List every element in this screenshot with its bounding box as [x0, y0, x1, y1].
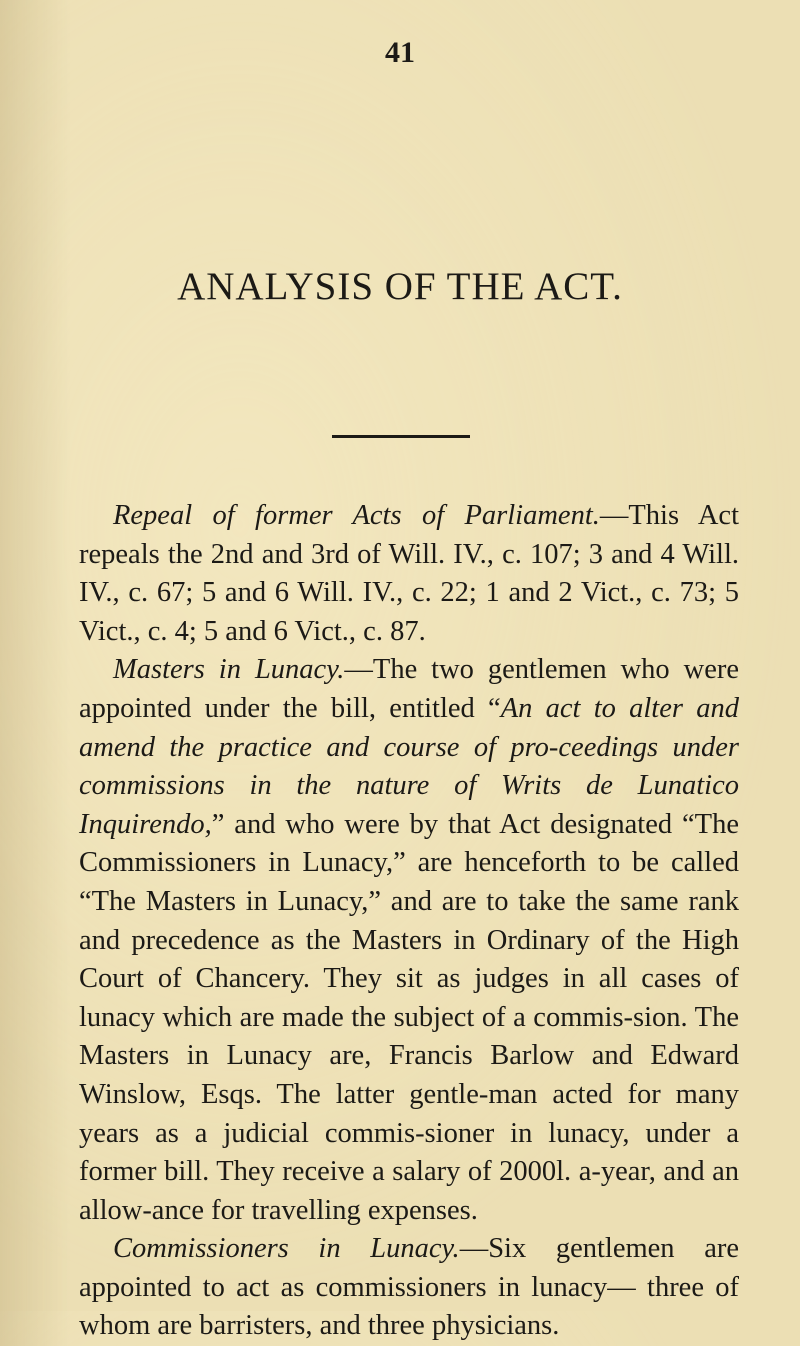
em-dash: —	[459, 1233, 489, 1265]
em-dash: —	[599, 500, 629, 531]
em-dash: —	[344, 654, 373, 686]
paragraph-commissioners	[79, 1230, 739, 1346]
paragraph-masters	[79, 651, 739, 1230]
paragraph-title: Repeal of former Acts of Parliament.	[113, 500, 600, 531]
body-text	[79, 497, 739, 1346]
paragraph-title: Commissioners in Lunacy.	[113, 1233, 460, 1265]
act-title-quote: An act to alter and amend the practice and course of pro-ceedings under commissions in the nature of Writs de Lunatico Inquirendo,	[79, 692, 739, 840]
paragraph-repeal	[79, 497, 739, 651]
paragraph-text: The two gentlemen who were appointed under the bill, entitled “	[79, 654, 740, 724]
paragraph-text: This Act repeals the 2nd and 3rd of Will. IV., c. 107; 3 and 4 Will. IV., c. 67; 5 and 6 Will. IV., c. 22; 1 and 2 Vict., c. 73; 5 Vict., c. 4; 5 and 6 Vict., c. 87.	[79, 500, 740, 647]
chapter-heading: ANALYSIS OF THE ACT.	[177, 265, 623, 308]
paragraph-text: ” and who were by that Act designated “The Commissioners in Lunacy,” are henceforth to be called “The Masters in Lunacy,” and are to take the same rank and precedence as the Masters in Ordinary of the High Court of Chancery. They sit as judges in all cases of lunacy which are made the subject of a commis-sion. The Masters in Lunacy are, Francis Barlow and Edward Winslow, Esqs. The latter gentle-man acted for many years as a judicial commis-sioner in lunacy, under a former bill. They receive a salary of 2000l. a-year, and an allow-ance for travelling expenses.	[79, 808, 739, 1226]
paragraph-text: Six gentlemen are appointed to act as commissioners in lunacy— three of whom are barristers, and three physicians.	[79, 1233, 739, 1342]
paragraph-title: Masters in Lunacy.	[113, 654, 345, 686]
heading-rule	[332, 435, 470, 438]
page-number: 41	[385, 36, 415, 69]
